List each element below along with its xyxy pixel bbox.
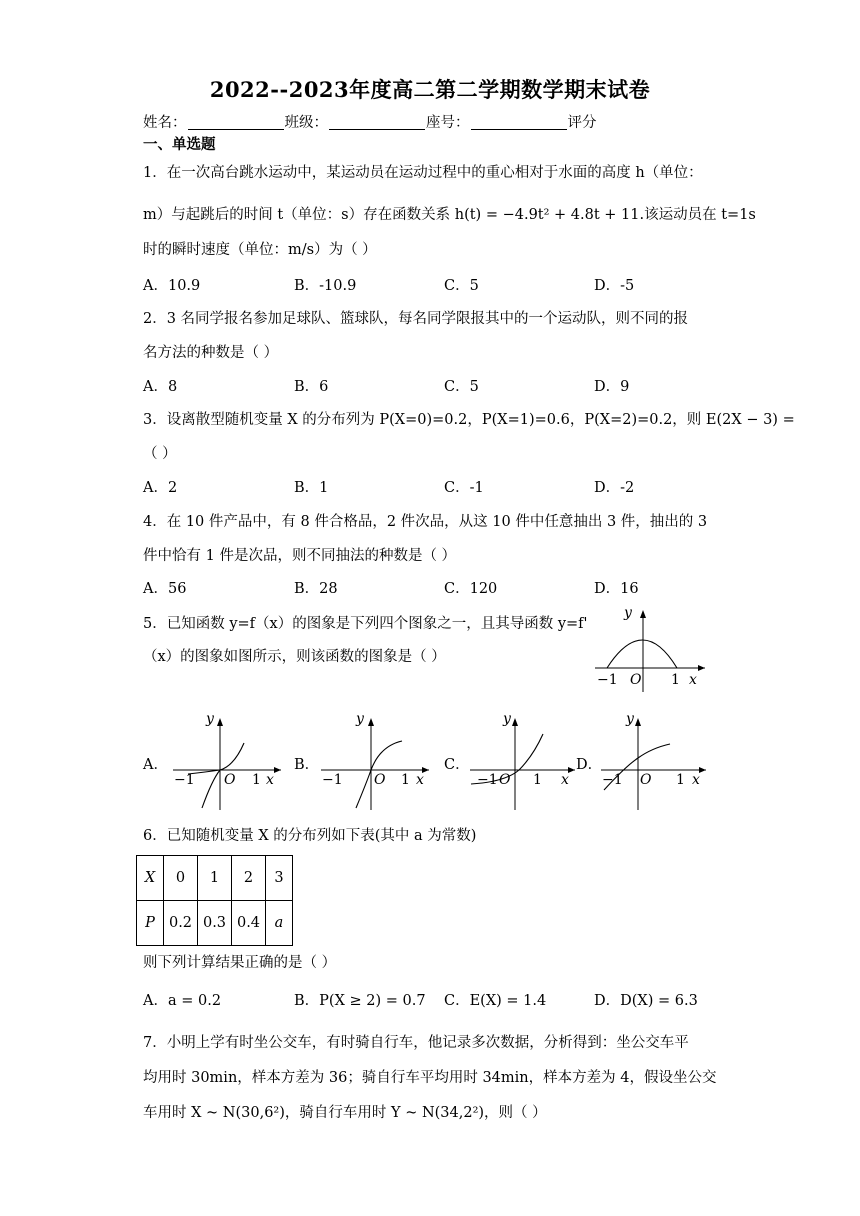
a-x-label: x (266, 772, 274, 788)
class-label: 班级： (284, 115, 328, 131)
d-origin-label: O (640, 772, 652, 788)
q1-option-a[interactable]: A．10.9 (143, 278, 201, 294)
score-label: 评分 (567, 115, 597, 131)
q1-text-line-1: 1．在一次高台跳水运动中，某运动员在运动过程中的重心相对于水面的高度 h（单位： (143, 165, 703, 181)
q4-option-d[interactable]: D．16 (594, 581, 639, 597)
c-y-label: y (503, 711, 511, 727)
q6-text-line-1: 6．已知随机变量 X 的分布列如下表(其中 a 为常数) (143, 828, 477, 844)
q6-option-a[interactable]: A．a = 0.2 (143, 993, 222, 1009)
q6-option-d[interactable]: D．D(X) = 6.3 (594, 993, 698, 1009)
q3-option-c[interactable]: C．-1 (444, 480, 484, 496)
q2-text-line-2: 名方法的种数是（ ） (143, 345, 279, 361)
q3-text-line-1: 3．设离散型随机变量 X 的分布列为 P(X=0)=0.2，P(X=1)=0.6，P(X=2)=0.2，则 E(2X − 3) = (143, 412, 795, 428)
name-blank[interactable] (188, 115, 284, 130)
distribution-table (136, 855, 293, 946)
table-cell: X (137, 856, 164, 901)
q5-text-line-1: 5．已知函数 y=f（x）的图象是下列四个图象之一，且其导函数 y=f' (143, 616, 588, 632)
q4-option-b[interactable]: B．28 (294, 581, 338, 597)
table-cell: 2 (232, 856, 266, 901)
q3-option-a[interactable]: A．2 (143, 480, 178, 496)
q2-text-line-1: 2．3 名同学报名参加足球队、篮球队，每名同学限报其中的一个运动队，则不同的报 (143, 311, 689, 327)
b-x-label: x (416, 772, 424, 788)
deriv-origin-label: O (630, 672, 642, 688)
q7-text-line-2: 均用时 30min，样本方差为 36；骑自行车平均用时 34min，样本方差为 4，假设坐公交 (143, 1070, 717, 1086)
deriv-y-label: y (624, 605, 632, 621)
b-origin-label: O (374, 772, 386, 788)
q4-text-line-2: 件中恰有 1 件是次品，则不同抽法的种数是（ ） (143, 548, 457, 564)
q5-option-d-graph[interactable] (596, 710, 716, 810)
q6-option-b[interactable]: B．P(X ≥ 2) = 0.7 (294, 993, 426, 1009)
table-cell: P (137, 901, 164, 946)
exam-title: 2022--2023年度高二第二学期数学期末试卷 (209, 77, 651, 102)
d-x-label: x (692, 772, 700, 788)
c-x-label: x (561, 772, 569, 788)
class-blank[interactable] (329, 115, 425, 130)
name-label: 姓名： (143, 115, 187, 131)
q5-option-a-graph[interactable] (168, 710, 288, 810)
table-cell: 0.4 (232, 901, 266, 946)
table-cell: 0.3 (198, 901, 232, 946)
b-y-label: y (356, 711, 364, 727)
q2-option-c[interactable]: C．5 (444, 379, 479, 395)
q1-option-d[interactable]: D．-5 (594, 278, 635, 294)
deriv-neg1-label: −1 (597, 672, 618, 688)
q5-option-b-graph[interactable] (316, 710, 436, 810)
q4-option-a[interactable]: A．56 (143, 581, 187, 597)
c-origin-label: O (499, 772, 511, 788)
table-cell: 1 (198, 856, 232, 901)
q3-option-b[interactable]: B．1 (294, 480, 329, 496)
student-info-line (143, 113, 597, 133)
b-pos1-label: 1 (401, 772, 410, 788)
q6-text-line-2: 则下列计算结果正确的是（ ） (143, 955, 337, 971)
a-neg1-label: −1 (174, 772, 195, 788)
table-cell: 3 (266, 856, 293, 901)
q3-option-d[interactable]: D．-2 (594, 480, 635, 496)
d-neg1-label: −1 (602, 772, 623, 788)
q1-option-c[interactable]: C．5 (444, 278, 479, 294)
table-row (137, 856, 293, 901)
d-y-label: y (626, 711, 634, 727)
q6-option-c[interactable]: C．E(X) = 1.4 (444, 993, 547, 1009)
q1-text-line-3: 时的瞬时速度（单位：m/s）为（ ） (143, 242, 377, 258)
q2-option-d[interactable]: D．9 (594, 379, 630, 395)
q4-option-c[interactable]: C．120 (444, 581, 498, 597)
q5-option-c-graph[interactable] (465, 710, 585, 810)
seat-label: 座号： (426, 115, 470, 131)
b-neg1-label: −1 (322, 772, 343, 788)
c-neg1-label: −1 (477, 772, 498, 788)
q1-option-b[interactable]: B．-10.9 (294, 278, 357, 294)
q7-text-line-1: 7．小明上学有时坐公交车，有时骑自行车，他记录多次数据，分析得到：坐公交车平 (143, 1035, 689, 1051)
q5-option-b[interactable]: B． (294, 757, 320, 773)
a-pos1-label: 1 (252, 772, 261, 788)
table-cell: a (266, 901, 293, 946)
a-y-label: y (206, 711, 214, 727)
deriv-pos1-label: 1 (671, 672, 680, 688)
table-cell: 0.2 (164, 901, 198, 946)
q5-option-d[interactable]: D． (576, 757, 603, 773)
q3-text-line-2: （ ） (143, 446, 177, 462)
section-heading-single-choice: 一、单选题 (143, 136, 216, 153)
q4-text-line-1: 4．在 10 件产品中，有 8 件合格品，2 件次品，从这 10 件中任意抽出 3 件，抽出的 3 (143, 514, 708, 530)
q2-option-b[interactable]: B．6 (294, 379, 329, 395)
table-row (137, 901, 293, 946)
a-origin-label: O (224, 772, 236, 788)
q5-option-a[interactable]: A． (143, 757, 168, 773)
q7-text-line-3: 车用时 X ~ N(30,6²)，骑自行车用时 Y ~ N(34,2²)，则（ ） (143, 1105, 547, 1121)
q2-option-a[interactable]: A．8 (143, 379, 178, 395)
q5-option-c[interactable]: C． (444, 757, 470, 773)
q1-text-line-2: m）与起跳后的时间 t（单位：s）存在函数关系 h(t) = −4.9t² + 4.8t + 11.该运动员在 t=1s (143, 207, 756, 223)
c-pos1-label: 1 (533, 772, 542, 788)
q5-text-line-2: （x）的图象如图所示，则该函数的图象是（ ） (143, 649, 446, 665)
derivative-graph (590, 600, 710, 695)
deriv-x-label: x (689, 672, 697, 688)
d-pos1-label: 1 (676, 772, 685, 788)
seat-blank[interactable] (471, 115, 567, 130)
table-cell: 0 (164, 856, 198, 901)
